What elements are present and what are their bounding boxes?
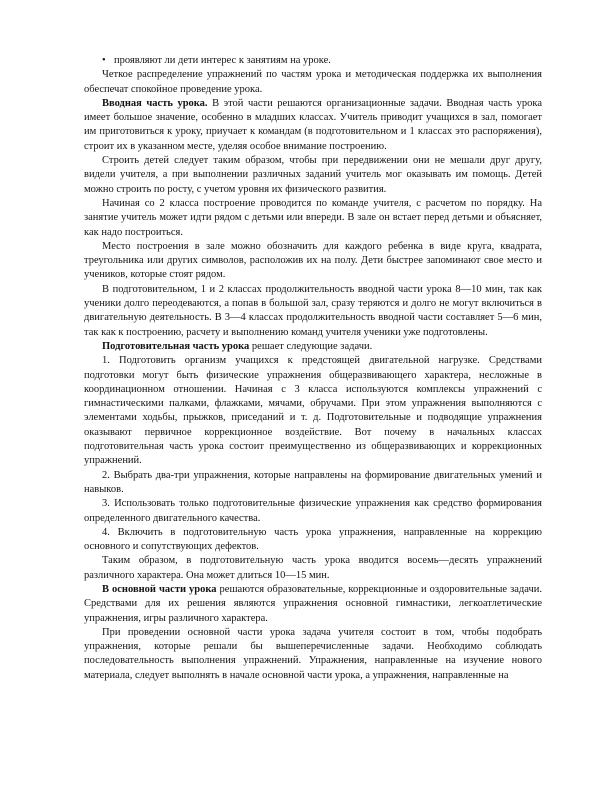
paragraph <box>84 469 542 498</box>
paragraph <box>84 97 542 154</box>
bullet-item <box>84 54 542 68</box>
paragraph-text: Таким образом, в подготовительную часть урока вводится восемь—десять упражнений различного характера. Она может длиться 10—15 мин. <box>84 555 542 581</box>
paragraph <box>84 197 542 240</box>
paragraph-text: 2. Выбрать два-три упражнения, которые направлены на формирование двигательных умений и навыков. <box>84 469 542 495</box>
paragraph-text: Четкое распределение упражнений по частям урока и методическая поддержка их выполнения обеспечат спокойное проведение урока. <box>84 69 542 95</box>
paragraph <box>84 497 542 526</box>
paragraph-text: При проведении основной части урока задача учителя состоит в том, чтобы подобрать упражнения, которые решали бы вышеперечисленные задачи. Необходимо соблюдать последовательность выполнения упражнений. Упражнения, направленные на изучение нового материала, следует выполнять в начале основной части урока, а упражнения, направленные на <box>84 626 542 681</box>
bullet-icon: • <box>102 55 106 66</box>
paragraph <box>84 283 542 340</box>
paragraph <box>84 240 542 283</box>
paragraph <box>84 68 542 97</box>
paragraph-text: 3. Использовать только подготовительные физические упражнения как средство формирования определенного двигательного качества. <box>84 498 542 524</box>
paragraph-heading: Вводная часть урока. <box>102 97 208 109</box>
paragraph <box>84 340 542 354</box>
paragraph <box>84 626 542 683</box>
paragraph-text: В этой части решаются организационные задачи. Вводная часть урока имеет большое значение, особенно в младших классах. Учитель приводит учащихся в зал, помогает им приготовиться к уроку, приучает к командам (в подготовительном и 1 классах это распоряжения), строит их в указанном месте, уделяя особое внимание построению. <box>84 97 542 152</box>
paragraph-text: 4. Включить в подготовительную часть урока упражнения, направленные на коррекцию основного и сопутствующих дефектов. <box>84 526 542 553</box>
paragraph-text: Место построения в зале можно обозначить для каждого ребенка в виде круга, квадрата, треугольника или других символов, расположив их на полу. Дети быстрее запоминают свое место и учеников, которые стоят рядом. <box>84 240 542 281</box>
paragraph <box>84 354 542 468</box>
paragraph-heading: В основной части урока <box>102 583 217 595</box>
paragraph <box>84 154 542 197</box>
paragraph <box>84 526 542 555</box>
paragraph <box>84 554 542 583</box>
paragraph-text: 1. Подготовить организм учащихся к предстоящей двигательной нагрузке. Средствами подготовки могут быть физические упражнения общеразвивающего характера, несложные в координационном отношении. Начиная с 3 класса используются комплексы упражнений с гимнастическими палками, флажками, мячами, обручами. При этом упражнения выполняются с элементами ходьбы, прыжков, приседаний и т. д. Подготовительные и подводящие упражнения оказывают первичное коррекционное воздействие. Вот почему в начальных классах подготовительная часть урока состоит преимущественно из общеразвивающих и коррекционных упражнений. <box>84 355 542 467</box>
paragraph-text: Строить детей следует таким образом, чтобы при передвижении они не мешали друг другу, видели учителя, а при выполнении различных заданий учитель мог оказывать им помощь. Детей можно строить по росту, с учетом уровня их физического развития. <box>84 155 542 195</box>
document-page <box>84 54 542 683</box>
paragraph-text: В подготовительном, 1 и 2 классах продолжительность вводной части урока 8—10 мин, так как ученики долго переодеваются, а попав в большой зал, сразу теряются и долго не могут включиться в двигательную деятельность. В 3—4 классах продолжительность вводной части составляет 5—6 мин, так как к построению, расчету и выполнению команд учителя ученики уже подготовлены. <box>84 283 542 338</box>
bullet-text: проявляют ли дети интерес к занятиям на уроке. <box>114 55 331 66</box>
paragraph-text: Начиная со 2 класса построение проводится по команде учителя, с расчетом по порядку. На занятие учитель может идти рядом с детьми или впереди. В зале он встает перед детьми и объясняет, как надо построиться. <box>84 197 542 238</box>
paragraph-text: решаются образовательные, коррекционные и оздоровительные задачи. Средствами для их решения являются упражнения основной гимнастики, легкоатлетические упражнения, игры различного характера. <box>84 583 542 624</box>
paragraph <box>84 583 542 626</box>
paragraph-text: решает следующие задачи. <box>249 340 373 352</box>
paragraph-heading: Подготовительная часть урока <box>102 340 250 352</box>
